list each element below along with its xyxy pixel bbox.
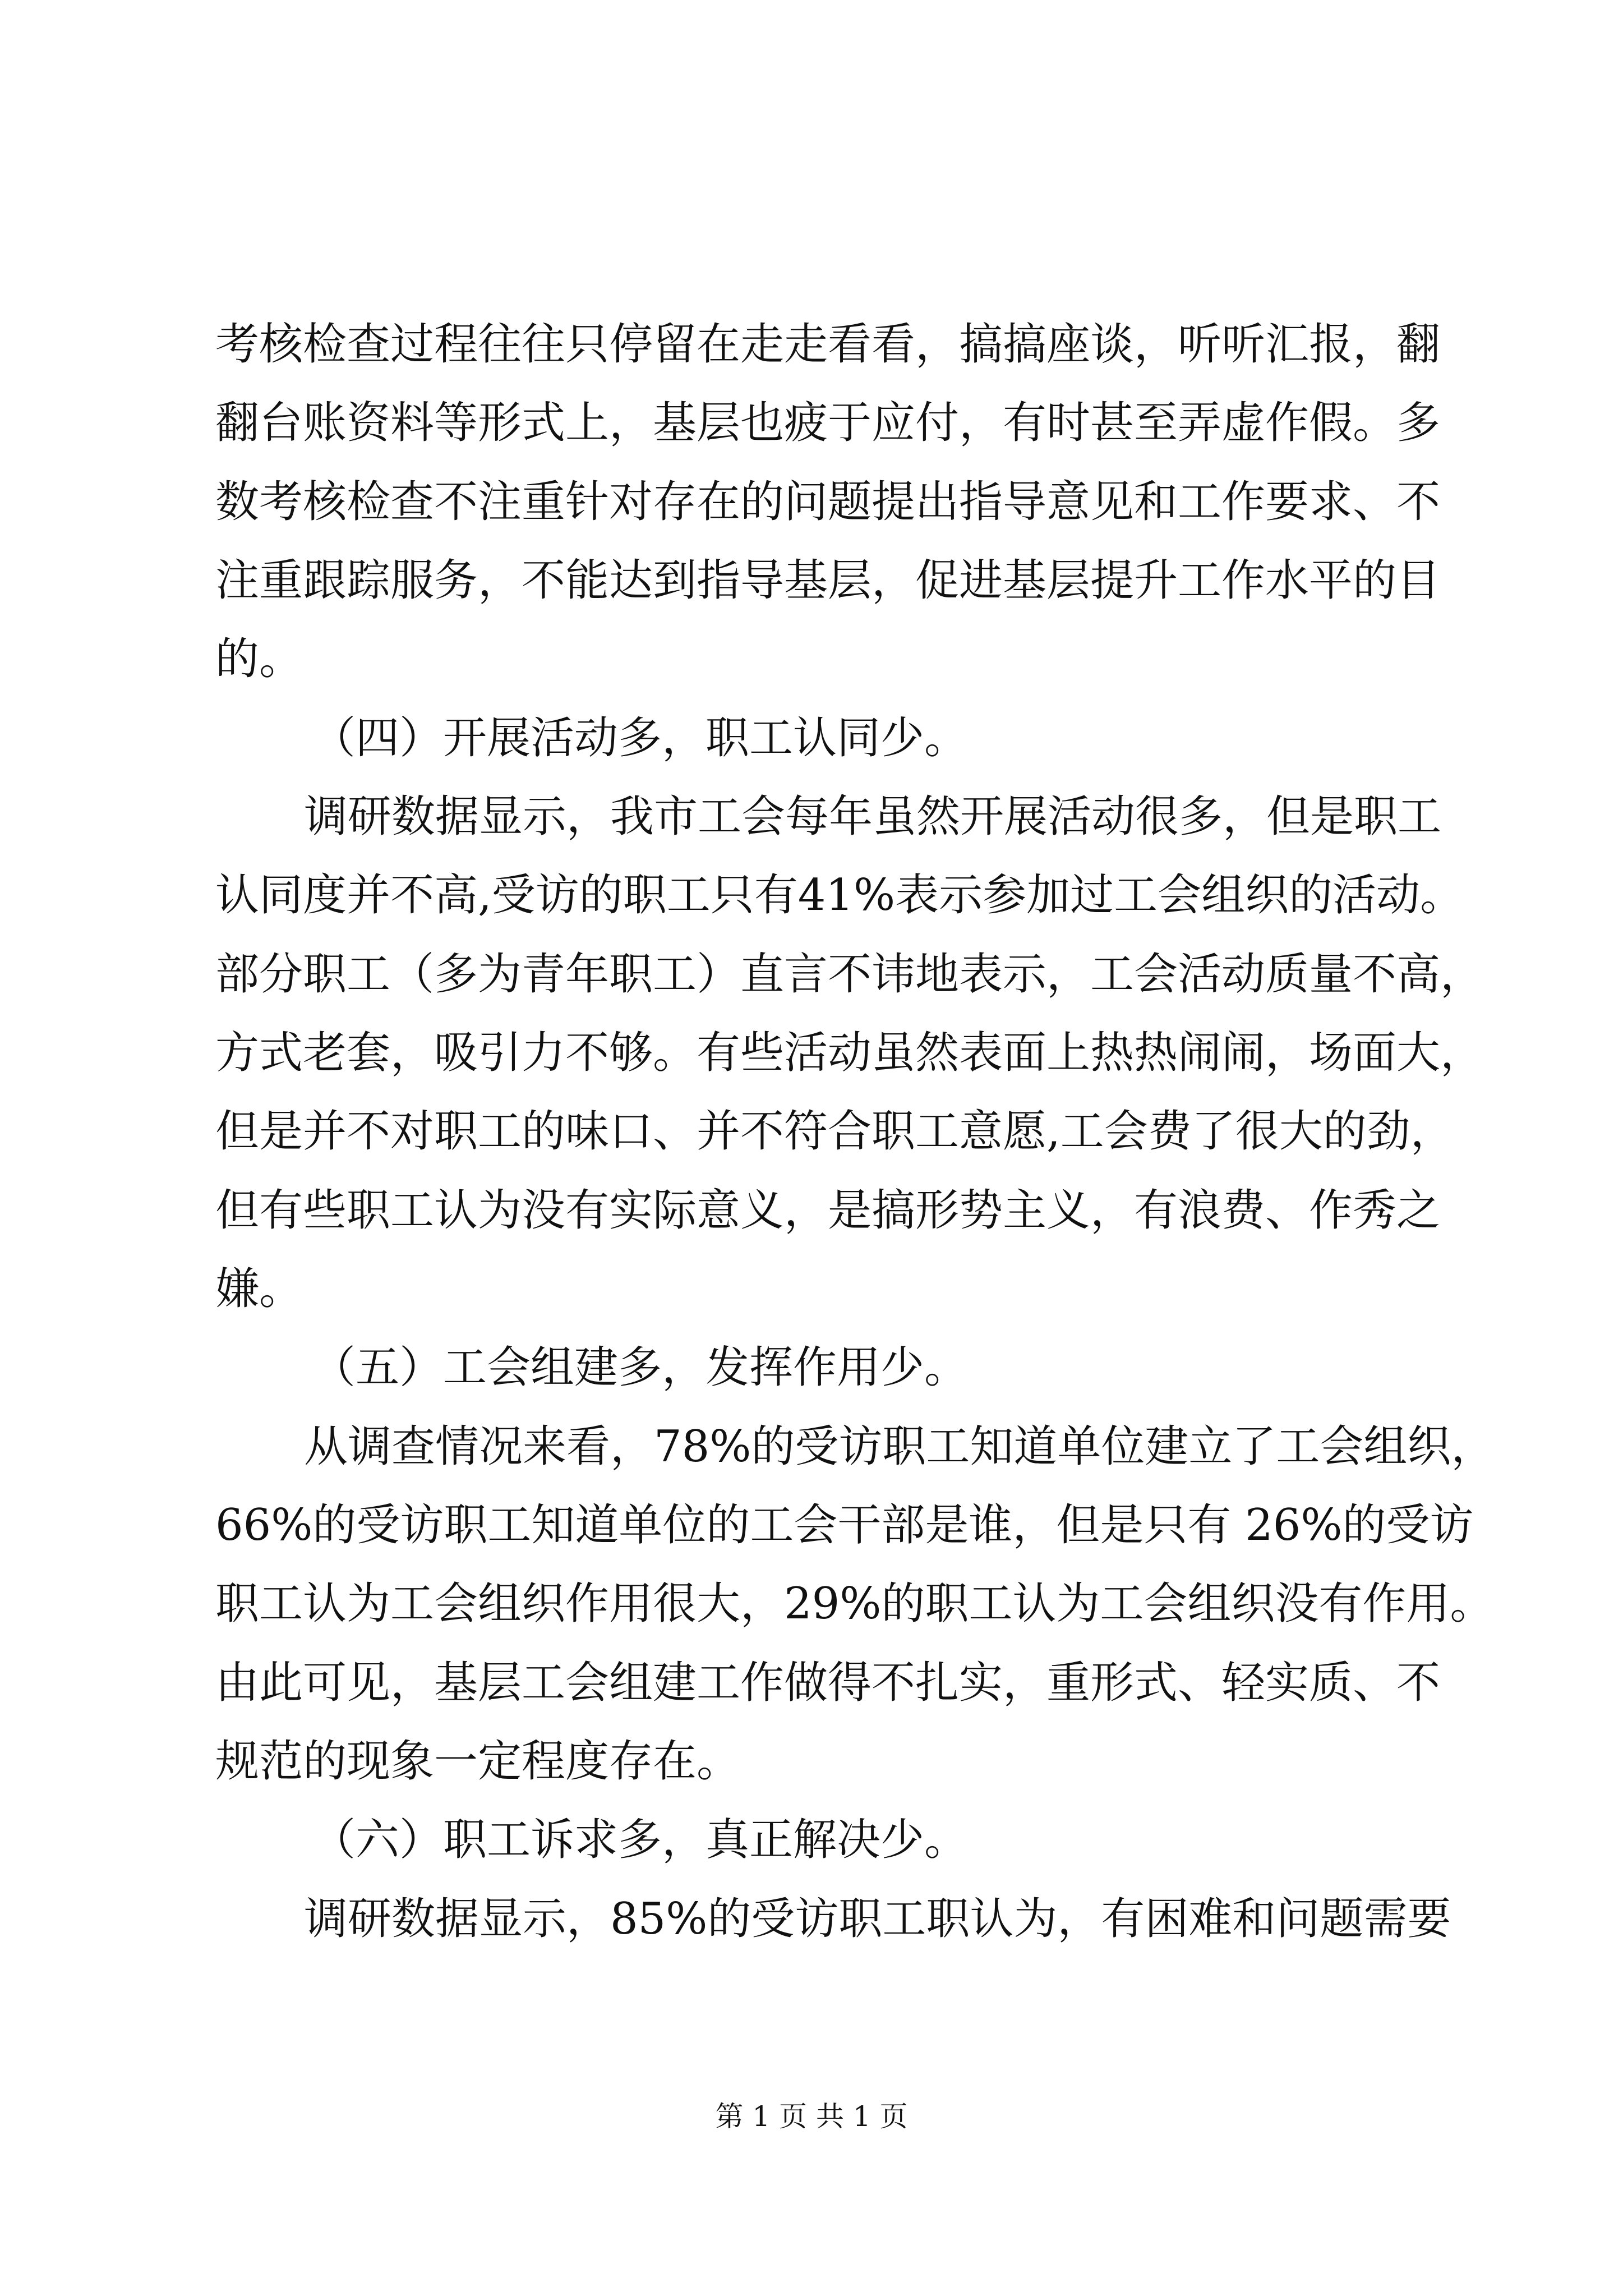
text-line-16: 66%的受访职工知道单位的工会干部是谁，但是只有 26%的受访 [215, 1500, 1474, 1550]
text-line-21: 调研数据显示，85%的受访职工职认为，有困难和问题需要 [304, 1894, 1451, 1944]
text-line-17: 职工认为工会组织作用很大，29%的职工认为工会组织没有作用。 [215, 1579, 1494, 1629]
section-heading-5: （五）工会组建多，发挥作用少。 [312, 1342, 969, 1393]
section-heading-4: （四）开展活动多，职工认同少。 [312, 713, 969, 763]
text-line-9: 部分职工（多为青年职工）直言不讳地表示，工会活动质量不高， [215, 949, 1484, 1000]
section-heading-6: （六）职工诉求多，真正解决少。 [312, 1815, 969, 1865]
page-footer: 第 1 页 共 1 页 [715, 2100, 908, 2133]
text-line-13: 嫌。 [215, 1264, 303, 1314]
text-line-19: 规范的现象一定程度存在。 [215, 1736, 741, 1787]
text-line-11: 但是并不对职工的味口、并不符合职工意愿,工会费了很大的劲， [215, 1106, 1454, 1157]
text-line-1: 考核检查过程往往只停留在走走看看，搞搞座谈，听听汇报，翻 [215, 319, 1441, 370]
text-line-15: 从调查情况来看，78%的受访职工知道单位建立了工会组织， [304, 1421, 1495, 1472]
text-line-12: 但有些职工认为没有实际意义，是搞形势主义，有浪费、作秀之 [215, 1185, 1441, 1236]
text-line-10: 方式老套，吸引力不够。有些活动虽然表面上热热闹闹，场面大， [215, 1028, 1484, 1078]
text-line-4: 注重跟踪服务，不能达到指导基层，促进基层提升工作水平的目 [215, 555, 1441, 606]
text-line-18: 由此可见，基层工会组建工作做得不扎实，重形式、轻实质、不 [215, 1658, 1441, 1708]
text-line-7: 调研数据显示，我市工会每年虽然开展活动很多，但是职工 [304, 792, 1442, 842]
text-line-5: 的。 [215, 634, 303, 684]
text-line-2: 翻台账资料等形式上，基层也疲于应付，有时甚至弄虚作假。多 [215, 398, 1441, 448]
text-line-3: 数考核检查不注重针对存在的问题提出指导意见和工作要求、不 [215, 477, 1441, 527]
text-line-8: 认同度并不高,受访的职工只有41%表示参加过工会组织的活动。 [215, 870, 1464, 921]
